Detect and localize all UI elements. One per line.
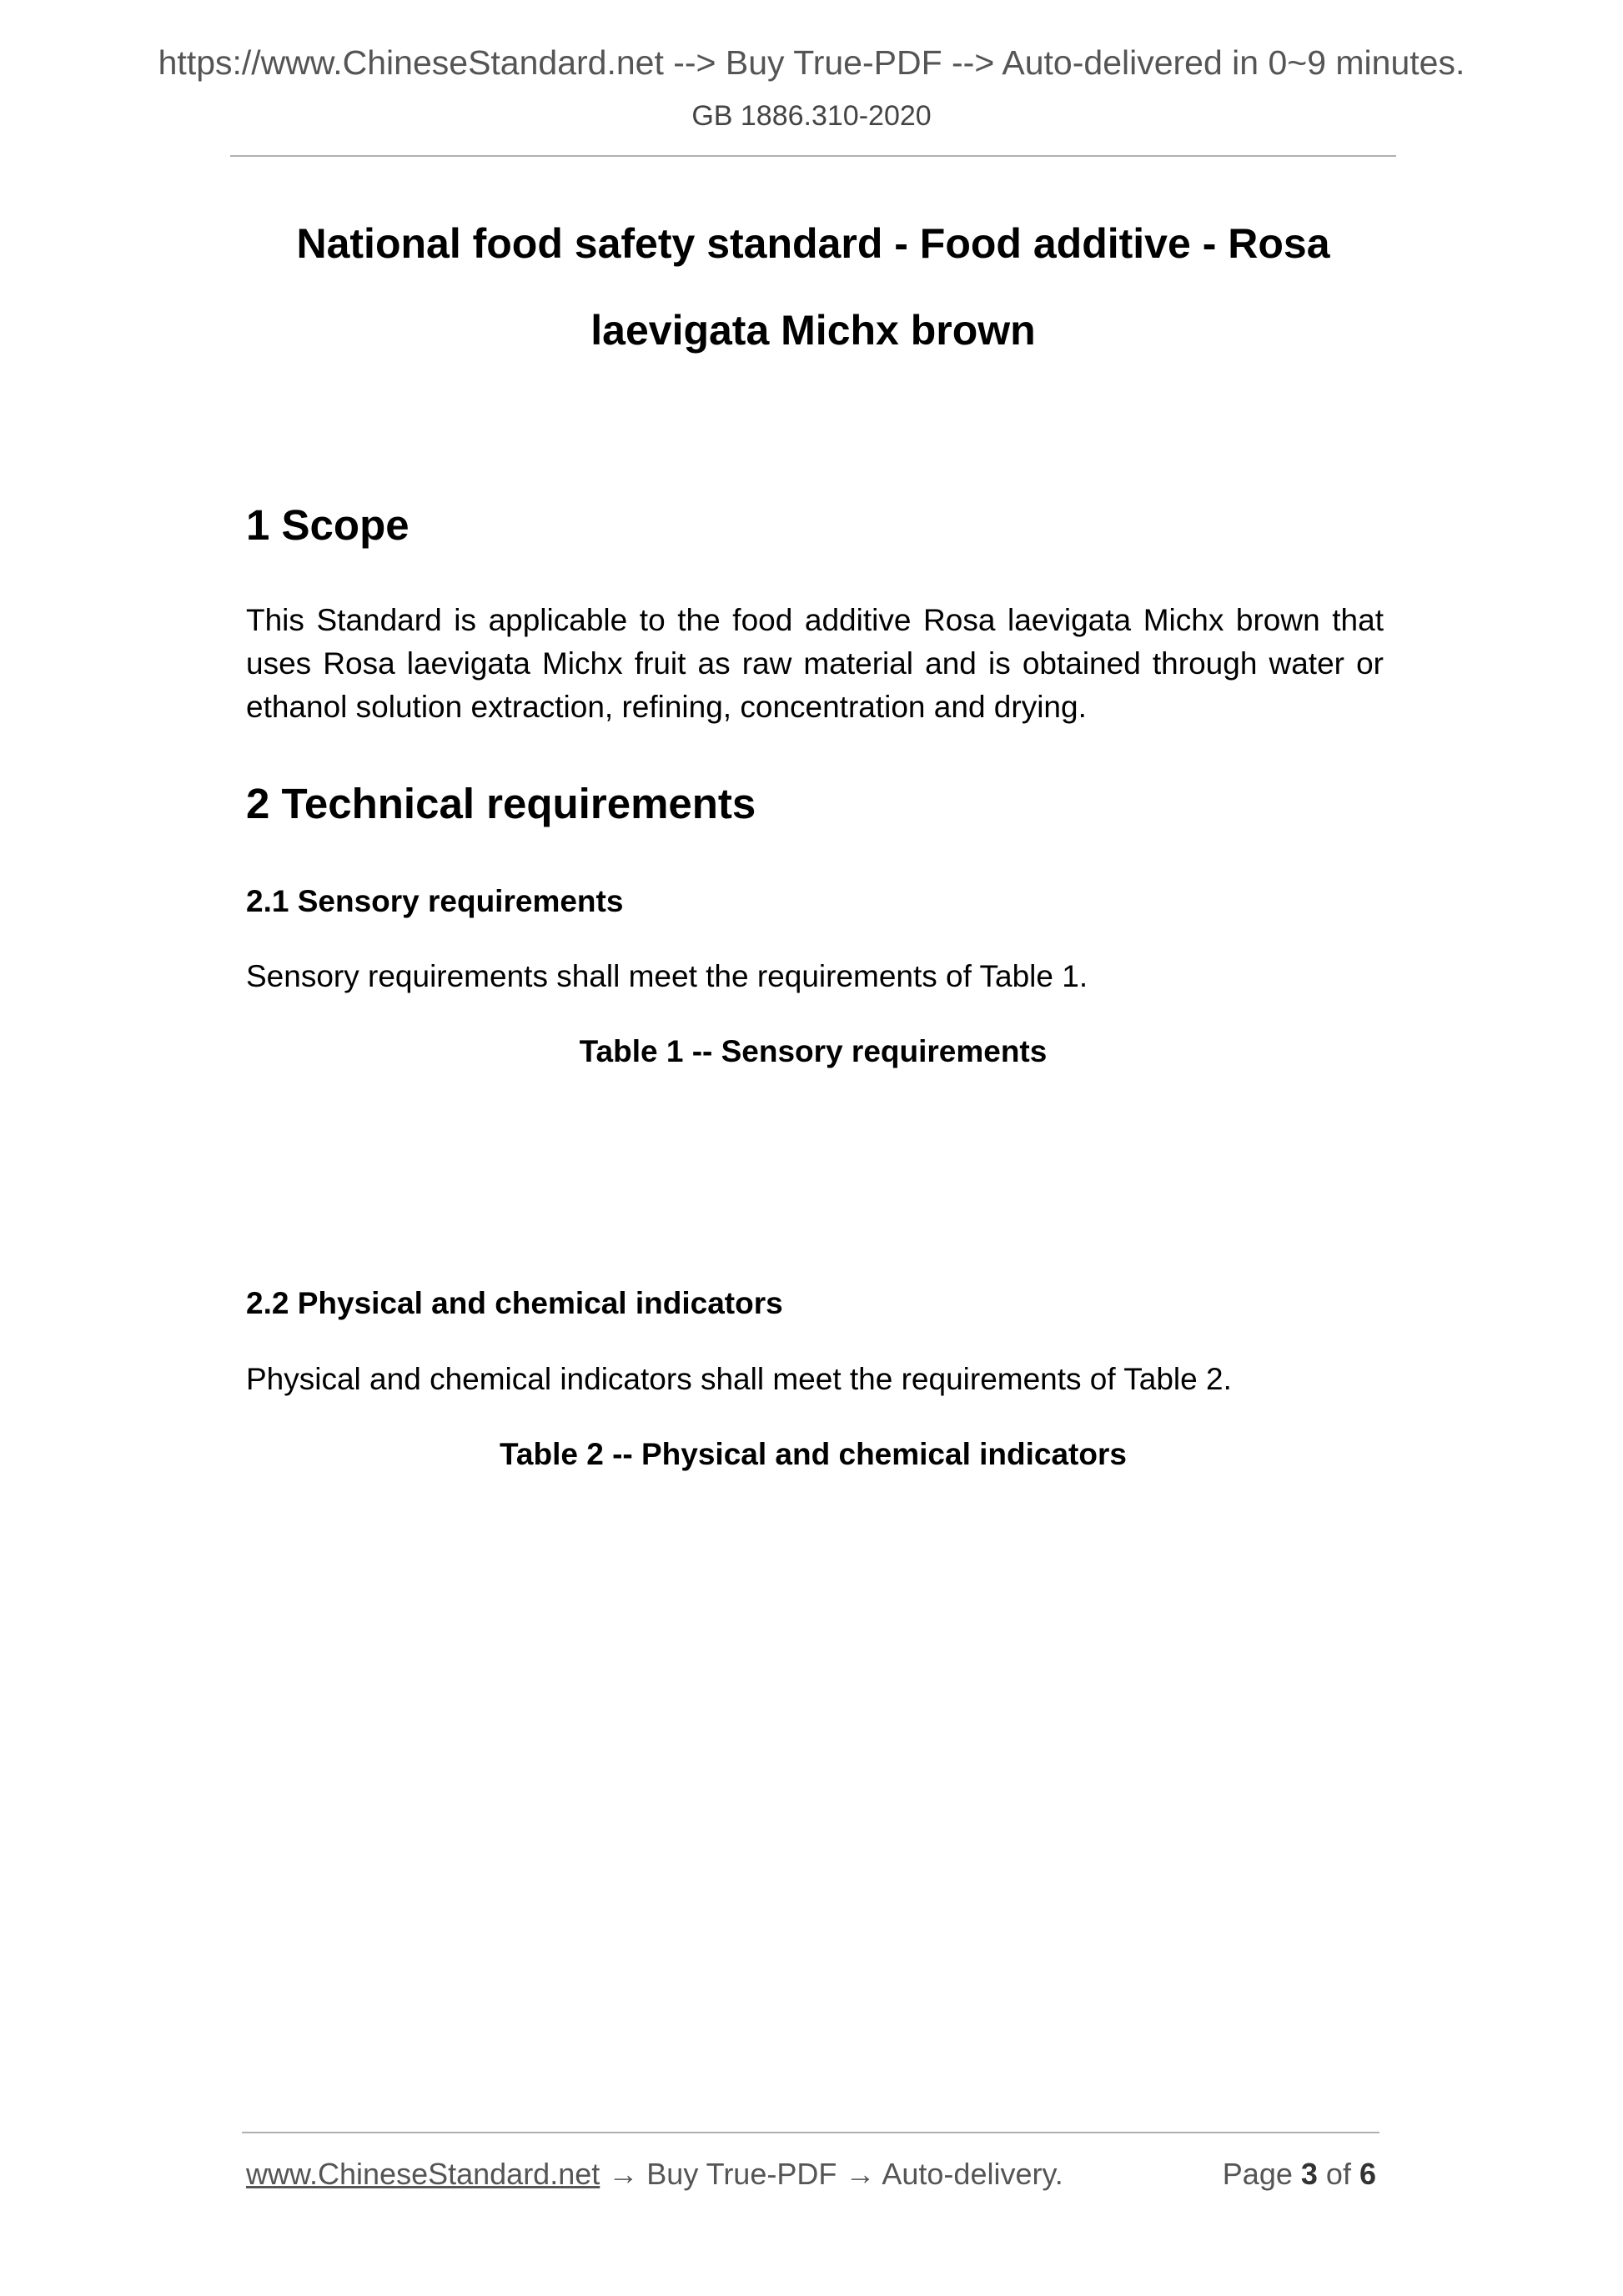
- subsection-sensory-heading: 2.1 Sensory requirements: [246, 884, 624, 918]
- footer-promo: [246, 2157, 1063, 2192]
- standard-code: GB 1886.310-2020: [691, 100, 932, 132]
- page-indicator: [1223, 2157, 1376, 2192]
- footer-arrow-icon: →: [608, 2157, 639, 2191]
- section-scope-body: This Standard is applicable to the food additive Rosa laevigata Michx brown that uses Rosa laevigata Michx fruit as raw material and is obtained through water or ethanol solution extraction, refining, concentration and drying.: [246, 603, 1384, 724]
- document-title-line-1: National food safety standard - Food additive - Rosa: [296, 220, 1330, 267]
- subsection-physchem-heading: 2.2 Physical and chemical indicators: [246, 1286, 783, 1320]
- table-2-caption: Table 2 -- Physical and chemical indicators: [500, 1437, 1127, 1471]
- footer-arrow-icon: →: [845, 2157, 876, 2191]
- subsection-sensory-body: Sensory requirements shall meet the requirements of Table 1.: [246, 959, 1088, 993]
- header-banner[interactable]: https://www.ChineseStandard.net --> Buy True-PDF --> Auto-delivered in 0~9 minutes.: [158, 43, 1465, 82]
- footer-site-link[interactable]: www.ChineseStandard.net: [246, 2157, 600, 2191]
- page-label: Page: [1222, 2157, 1293, 2191]
- header-divider: [230, 155, 1396, 157]
- section-scope-heading: 1 Scope: [246, 501, 410, 549]
- document-title-line-2: laevigata Michx brown: [590, 307, 1036, 354]
- footer-buy-text: Buy True-PDF: [646, 2157, 837, 2191]
- section-technical-heading: 2 Technical requirements: [246, 780, 756, 827]
- subsection-physchem-body: Physical and chemical indicators shall meet the requirements of Table 2.: [246, 1362, 1232, 1396]
- table-1-caption: Table 1 -- Sensory requirements: [579, 1034, 1048, 1068]
- page-of-label: of: [1325, 2157, 1351, 2191]
- page-current: 3: [1300, 2157, 1318, 2191]
- document-title: [230, 200, 1396, 374]
- page-total: 6: [1359, 2157, 1376, 2191]
- footer-divider: [242, 2132, 1379, 2133]
- footer-delivery-text: Auto-delivery.: [882, 2157, 1063, 2191]
